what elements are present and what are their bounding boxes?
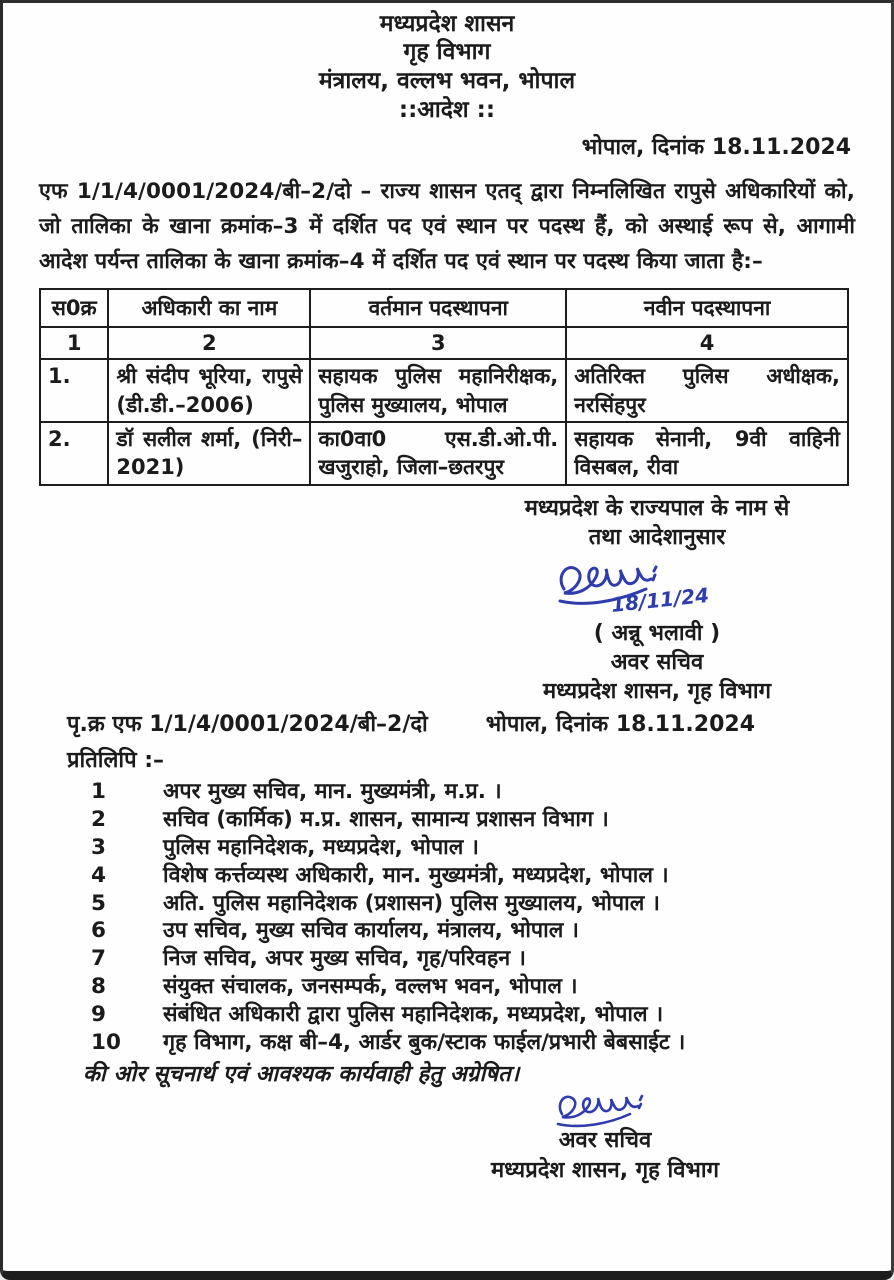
item-text: गृह विभाग, कक्ष बी–4, आर्डर बुक/स्टाक फाईल/प्रभारी बेबसाईट । [163,1029,686,1055]
authority-line-2: तथा आदेशानुसार [588,525,726,551]
authority-statement [487,494,827,553]
endorsement-place-date: भोपाल, दिनांक 18.11.2024 [485,712,755,738]
current-posting: सहायक पुलिस महानिरीक्षक, पुलिस मुख्यालय, भोपाल [310,359,566,422]
item-number: 4 [91,862,106,888]
current-posting: का0वा0 एस.डी.ओ.पी. खजुराहो, जिला–छतरपुर [310,422,566,485]
copy-to-label: प्रतिलिपि :– [67,748,165,774]
item-text: अपर मुख्य सचिव, मान. मुख्यमंत्री, म.प्र. । [163,779,502,805]
new-posting: अतिरिक्त पुलिस अधीक्षक, नरसिंहपुर [566,359,848,422]
officer-name: श्री संदीप भूरिया, रापुसे (डी.डी.–2006) [108,359,310,422]
list-item [91,1001,855,1029]
item-number: 3 [91,834,106,860]
item-text: अति. पुलिस महानिदेशक (प्रशासन) पुलिस मुख्यालय, भोपाल । [163,890,660,916]
column-number: 3 [310,327,566,359]
signer-designation: अवर सचिव [610,650,704,676]
transfer-table [39,288,849,486]
officer-name: डॉ सलील शर्मा, (निरी–2021) [108,422,310,485]
column-number: 1 [40,327,108,359]
item-number: 8 [91,974,106,999]
table-row [40,422,848,485]
table-row [40,359,848,422]
list-item [91,890,855,918]
list-item [91,806,855,834]
item-number: 7 [91,946,106,972]
footer-signer-block [425,1126,785,1185]
document-body [3,3,891,1186]
department-name: गृह विभाग [403,39,491,66]
item-number: 2 [91,807,106,833]
handwritten-signature-icon [550,555,740,625]
header-new-posting: नवीन पदस्थापना [566,289,848,327]
item-number: 10 [91,1029,121,1055]
order-paragraph: एफ 1/1/4/0001/2024/बी–2/दो – राज्य शासन एतद् द्वारा निम्नलिखित रापुसे अधिकारियों को, जो तालिका के खाना क्रमांक–3 में दर्शित पद एवं स्थान पर पदस्थ हैं, को अस्थाई रूप से, आगामी आदेश पर्यन्त तालिका के खाना क्रमांक–4 में दर्शित पद एवं स्थान पर पदस्थ किया जाता है:– [39,179,855,274]
list-item [91,917,855,945]
item-text: सचिव (कार्मिक) म.प्र. शासन, सामान्य प्रशासन विभाग । [163,807,609,833]
table-header-row [40,289,848,327]
column-number: 2 [108,327,310,359]
signer-department: मध्यप्रदेश शासन, गृह विभाग [543,679,771,705]
column-number: 4 [566,327,848,359]
row-serial: 1. [40,359,108,422]
list-item [91,834,855,862]
item-text: उप सचिव, मुख्य सचिव कार्यालय, मंत्रालय, भोपाल । [163,918,579,944]
government-name: मध्यप्रदेश शासन [379,11,515,37]
signature-date-text: 18/11/24 [610,582,711,618]
new-posting: सहायक सेनानी, 9वी वाहिनी विसबल, रीवा [566,422,848,485]
order-caption: ::आदेश :: [398,96,496,123]
item-number: 9 [91,1001,106,1027]
column-number-row [40,327,848,359]
endorsement-ref-row [39,708,855,738]
list-item [91,862,855,890]
signer-name: ( अन्नू भलावी ) [593,621,721,647]
header-serial: स0क्र [40,289,108,327]
item-text: विशेष कर्त्तव्यस्थ अधिकारी, मान. मुख्यमंत्री, मध्यप्रदेश, भोपाल । [163,862,669,888]
item-text: पुलिस महानिदेशक, मध्यप्रदेश, भोपाल । [163,834,479,860]
item-number: 6 [91,918,106,944]
copy-to-list [39,778,855,1056]
list-item [91,945,855,973]
footer-signer-designation: अवर सचिव [558,1128,652,1154]
issue-place-date: भोपाल, दिनांक 18.11.2024 [581,135,851,161]
header-officer-name: अधिकारी का नाम [108,289,310,327]
item-number: 5 [91,890,106,916]
row-serial: 2. [40,422,108,485]
list-item [91,778,855,806]
footer-signer-department: मध्यप्रदेश शासन, गृह विभाग [491,1158,719,1184]
item-text: निज सचिव, अपर मुख्य सचिव, गृह/परिवहन । [163,946,526,972]
item-text: संयुक्त संचालक, जनसम्पर्क, वल्लभ भवन, भोपाल । [163,974,578,999]
signature-area [475,555,815,625]
item-text: संबंधित अधिकारी द्वारा पुलिस महानिदेशक, मध्यप्रदेश, भोपाल । [163,1001,664,1027]
list-item [91,973,855,1001]
office-address: मंत्रालय, वल्लभ भवन, भोपाल [318,67,576,94]
authority-line-1: मध्यप्रदेश के राज्यपाल के नाम से [524,495,790,521]
signer-block [477,619,837,706]
forwarding-note: की ओर सूचनार्थ एवं आवश्यक कार्यवाही हेतु अग्रेषित। [83,1062,520,1088]
letterhead [39,12,855,123]
item-number: 1 [91,779,106,805]
list-item [91,1029,855,1057]
header-current-posting: वर्तमान पदस्थापना [310,289,566,327]
endorsement-number: पृ.क्र एफ 1/1/4/0001/2024/बी–2/दो [67,712,428,738]
